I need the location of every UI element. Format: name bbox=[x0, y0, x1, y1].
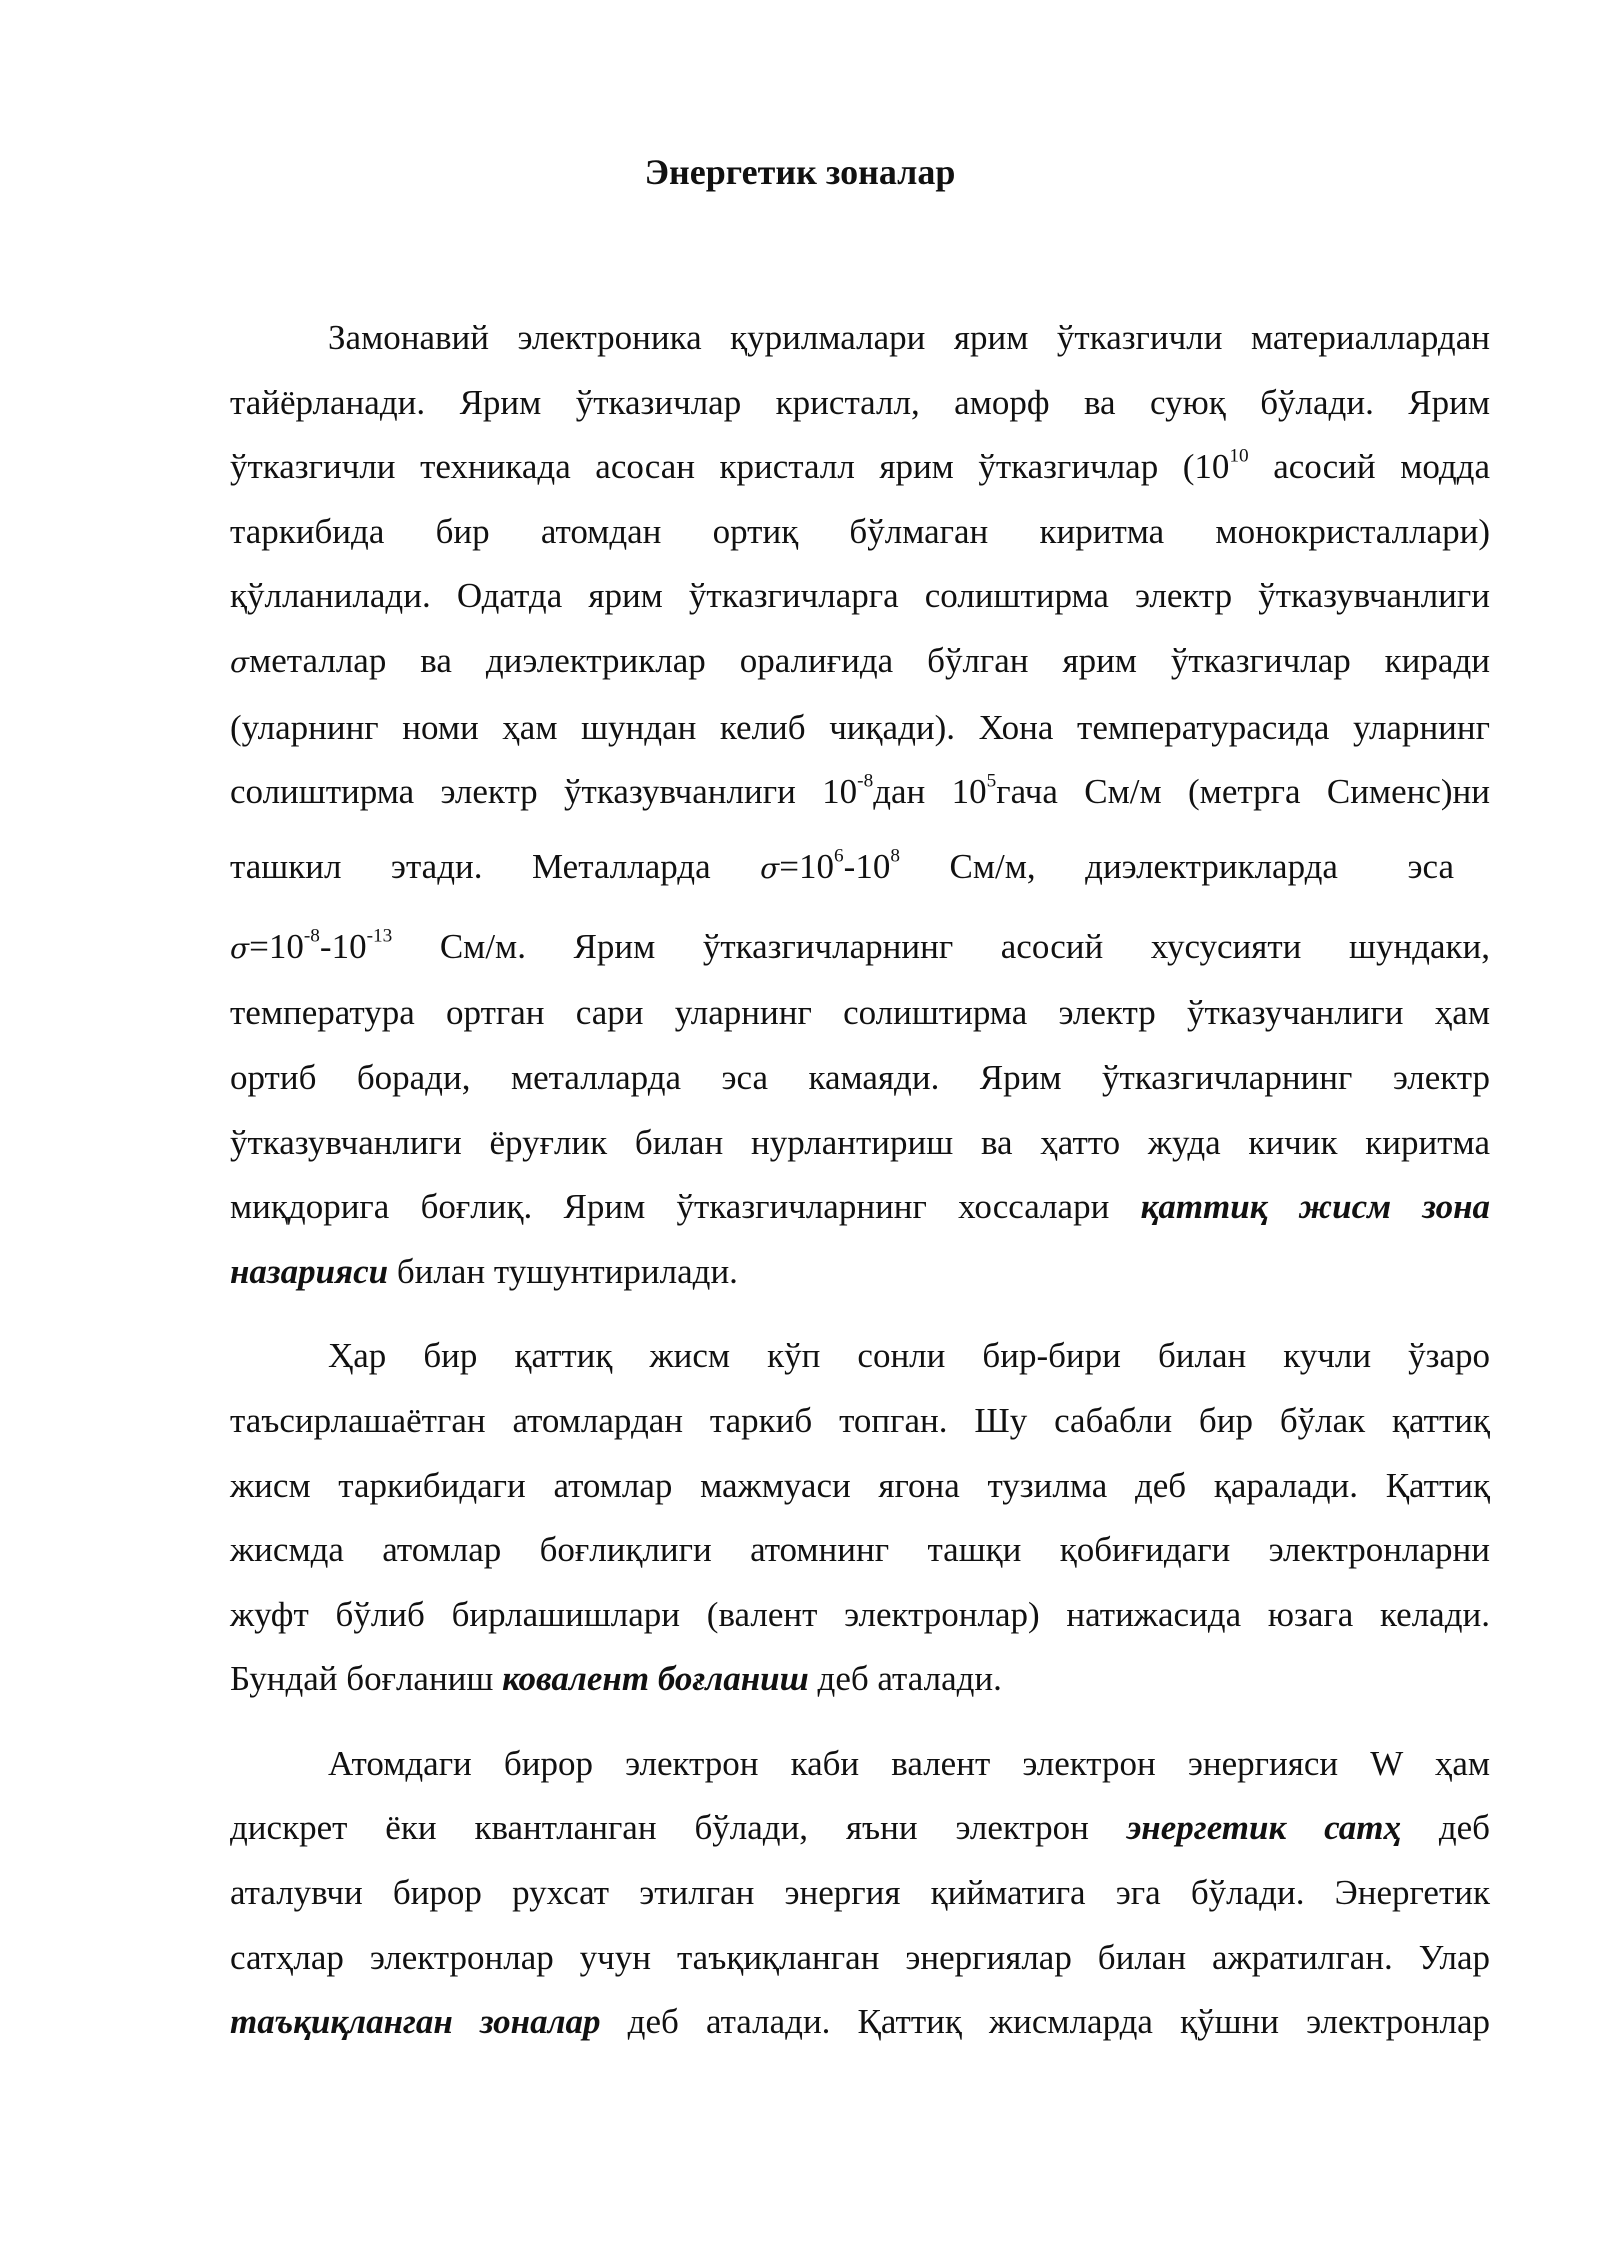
paragraph-1-line: солиштирма электр ўтказувчанлиги $10^{-8}дан$ $10^5гача$ См/м (метрга Сименс)ни bbox=[230, 770, 1490, 812]
paragraph-1 bbox=[230, 306, 1490, 1304]
sigma-symbol: σ bbox=[230, 645, 250, 679]
paragraph-3-line: аталувчи бирор рухсат этилган энергия қийматига эга бўлади. Энергетик bbox=[230, 1873, 1490, 1913]
paragraph-3-line: дискрет ёки квантланган бўлади, яъни электрон энергетик сатҳ деб bbox=[230, 1808, 1490, 1848]
paragraph-2-line: таъсирлашаётган атомлардан таркиб топган. Шу сабабли бир бўлак қаттиқ bbox=[230, 1400, 1490, 1440]
paragraph-1-line: миқдорига боғлиқ. Ярим ўтказгичларнинг хоссалари қаттиқ жисм зона bbox=[230, 1187, 1490, 1227]
paragraph-1-line: (уларнинг номи ҳам шундан келиб чиқади). Хона температурасида уларнинг bbox=[230, 707, 1490, 747]
paragraph-1-line: ўтказгичли техникада асосан кристалл ярим ўтказгичлар ($10^{10}$ асосий модда bbox=[230, 445, 1490, 487]
paragraph-3-line: таъқиқланган зоналар деб аталади. Қаттиқ жисмларда қўшни электронлар bbox=[230, 2002, 1490, 2042]
paragraph-1-line: $\sigma=10^{-8}-10^{-13}$ См/м. Ярим ўтказгичларнинг асосий хусусияти шундаки, bbox=[230, 925, 1490, 966]
paragraph-2-line: Бундай боғланиш ковалент боғланиш деб аталади. bbox=[230, 1659, 1002, 1699]
document-body bbox=[230, 306, 1490, 2055]
superscript: -8 bbox=[857, 770, 874, 792]
superscript: 5 bbox=[986, 770, 997, 792]
paragraph-1-line: ташкил этади. Металларда $\sigma=10^6-10^8$ См/м, диэлектрикларда эса bbox=[230, 845, 1455, 886]
paragraph-1-line: Замонавий электроника қурилмалари ярим ўтказгичли материаллардан bbox=[328, 318, 1490, 357]
sigma-symbol: σ bbox=[760, 851, 780, 885]
emphasis-term: таъқиқланган зоналар bbox=[230, 2002, 601, 2042]
paragraph-2 bbox=[230, 1324, 1490, 1712]
emphasis-term: энергетик сатҳ bbox=[1126, 1808, 1401, 1848]
paragraph-1-line: ортиб боради, металларда эса камаяди. Ярим ўтказгичларнинг электр bbox=[230, 1057, 1490, 1097]
paragraph-1-line: σметаллар ва диэлектриклар оралиғида бўлган ярим ўтказгичлар киради bbox=[230, 640, 1490, 680]
paragraph-2-line: жисмда атомлар боғлиқлиги атомнинг ташқи қобиғидаги электронларни bbox=[230, 1530, 1490, 1570]
paragraph-1-line: қўлланилади. Одатда ярим ўтказгичларга солиштирма электр ўтказувчанлиги bbox=[230, 576, 1490, 616]
paragraph-1-line: тайёрланади. Ярим ўтказичлар кристалл, аморф ва суюқ бўлади. Ярим bbox=[230, 382, 1490, 422]
superscript: 6 bbox=[834, 845, 844, 867]
paragraph-1-line: назарияси билан тушунтирилади. bbox=[230, 1251, 738, 1291]
emphasis-term: ковалент боғланиш bbox=[502, 1659, 809, 1699]
superscript: -8 bbox=[303, 925, 320, 947]
paragraph-3 bbox=[230, 1732, 1490, 2055]
emphasis-term: қаттиқ жисм зона bbox=[1140, 1187, 1490, 1227]
paragraph-2-line: Ҳар бир қаттиқ жисм кўп сонли бир-бири билан кучли ўзаро bbox=[328, 1336, 1490, 1376]
paragraph-3-line: Атомдаги бирор электрон каби валент электрон энергияси W ҳам bbox=[328, 1743, 1490, 1783]
superscript: -13 bbox=[366, 925, 393, 947]
sigma-symbol: σ bbox=[230, 931, 250, 965]
paragraph-2-line: жисм таркибидаги атомлар мажмуаси ягона тузилма деб қаралади. Қаттиқ bbox=[230, 1465, 1490, 1505]
paragraph-1-line: температура ортган сари уларнинг солиштирма электр ўтказучанлиги ҳам bbox=[230, 993, 1490, 1033]
emphasis-term: назарияси bbox=[230, 1251, 389, 1291]
paragraph-3-line: сатҳлар электронлар учун таъқиқланган энергиялар билан ажратилган. Улар bbox=[230, 1937, 1490, 1977]
page-title: Энергетик зоналар bbox=[644, 152, 956, 192]
superscript: 10 bbox=[1229, 445, 1249, 467]
paragraph-2-line: жуфт бўлиб бирлашишлари (валент электронлар) натижасида юзага келади. bbox=[230, 1594, 1490, 1634]
paragraph-1-line: таркибида бир атомдан ортиқ бўлмаган киритма монокристаллари) bbox=[230, 511, 1490, 551]
paragraph-1-line: ўтказувчанлиги ёруғлик билан нурлантириш ва ҳатто жуда кичик киритма bbox=[230, 1122, 1490, 1162]
superscript: 8 bbox=[890, 845, 900, 867]
